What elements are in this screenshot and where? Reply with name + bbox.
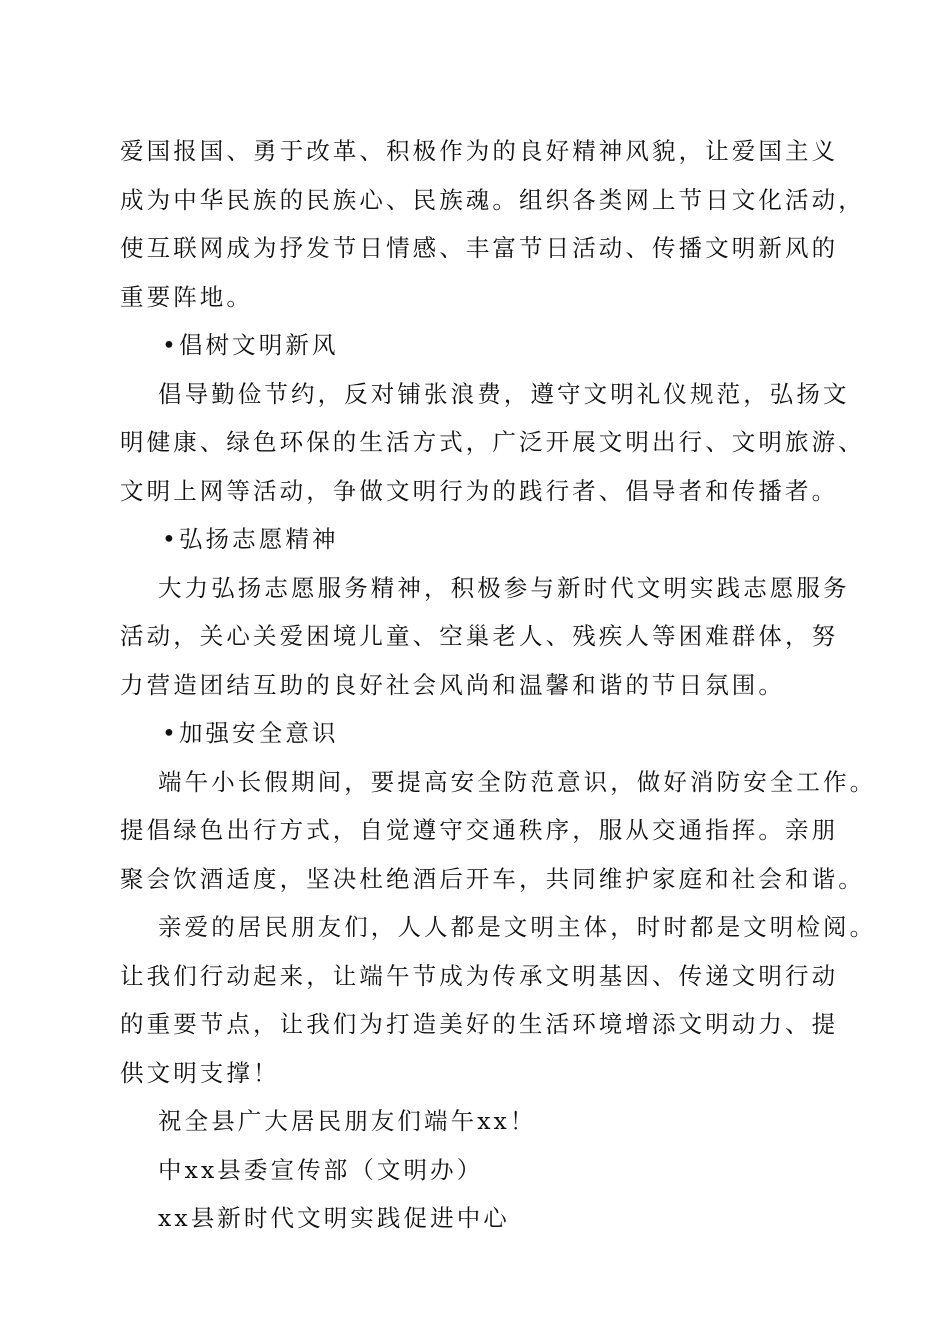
paragraph-line: 亲爱的居民朋友们，人人都是文明主体，时时都是文明检阅。 (158, 913, 877, 941)
paragraph-line: 文明上网等活动，争做文明行为的践行者、倡导者和传播者。 (120, 476, 839, 505)
paragraph-line: 明健康、绿色环保的生活方式，广泛开展文明出行、文明旅游、 (120, 428, 865, 456)
paragraph-line: 大力弘扬志愿服务精神，积极参与新时代文明实践志愿服务 (158, 573, 850, 602)
paragraph-line: 重要阵地。 (120, 282, 253, 311)
paragraph-line: 供文明支撑！ (120, 1058, 280, 1087)
paragraph-line: 成为中华民族的民族心、民族魂。组织各类网上节日文化活动， (120, 185, 865, 214)
section-heading: •弘扬志愿精神 (162, 525, 339, 553)
signature-line: xx县新时代文明实践促进中心 (158, 1204, 510, 1232)
section-heading: •倡树文明新风 (162, 331, 339, 359)
section-heading: •加强安全意识 (162, 719, 339, 747)
paragraph-line: 聚会饮酒适度，坚决杜绝酒后开车，共同维护家庭和社会和谐。 (120, 864, 865, 893)
paragraph-line: 倡导勤俭节约，反对铺张浪费，遵守文明礼仪规范，弘扬文 (158, 379, 850, 408)
paragraph-line: 活动，关心关爱困境儿童、空巢老人、残疾人等困难群体，努 (120, 622, 839, 650)
paragraph-line: 端午小长假期间，要提高安全防范意识，做好消防安全工作。 (158, 767, 877, 796)
greeting-line: 祝全县广大居民朋友们端午xx！ (158, 1107, 537, 1135)
paragraph-line: 力营造团结互助的良好社会风尚和温馨和谐的节日氛围。 (120, 670, 785, 699)
paragraph-line: 让我们行动起来，让端午节成为传承文明基因、传递文明行动 (120, 961, 839, 990)
paragraph-line: 提倡绿色出行方式，自觉遵守交通秩序，服从交通指挥。亲朋 (120, 816, 839, 844)
signature-line: 中xx县委宣传部（文明办） (158, 1155, 484, 1184)
paragraph-line: 使互联网成为抒发节日情感、丰富节日活动、传播文明新风的 (120, 234, 839, 262)
paragraph-line: 的重要节点，让我们为打造美好的生活环境增添文明动力、提 (120, 1010, 839, 1038)
paragraph-line: 爱国报国、勇于改革、积极作为的良好精神风貌，让爱国主义 (120, 137, 839, 165)
document-body (120, 127, 877, 1243)
